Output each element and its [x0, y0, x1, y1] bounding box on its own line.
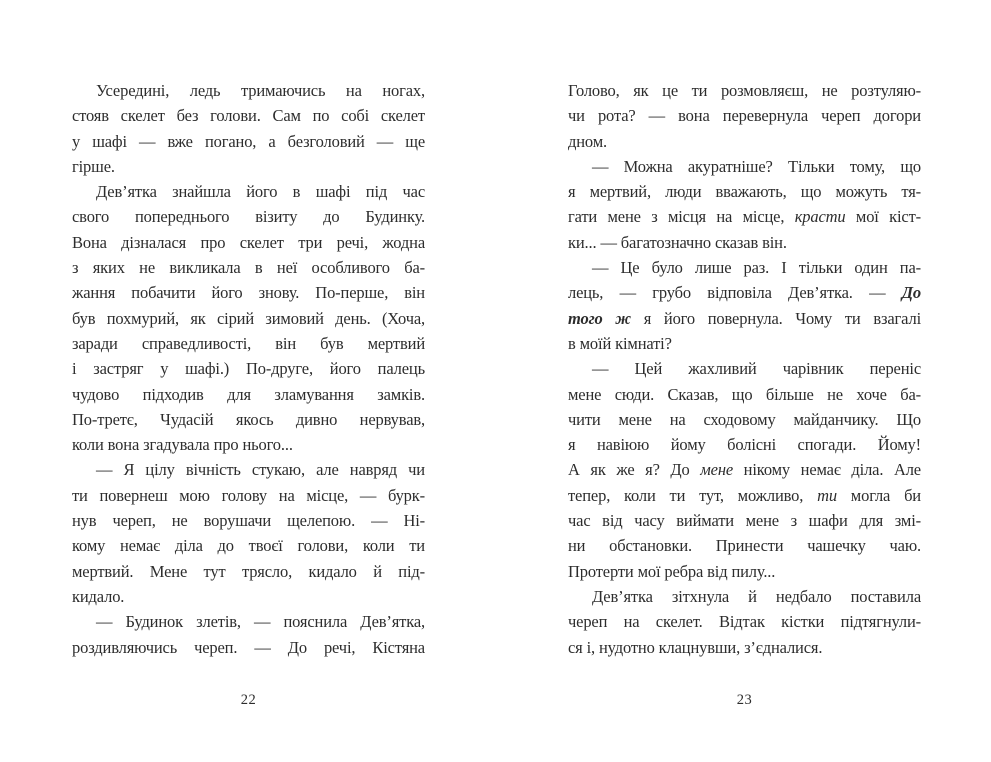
- text-segment: мої кіст-: [845, 207, 921, 227]
- text-line: [568, 508, 921, 533]
- text-segment: жання побачити його знову. По-перше, він: [72, 283, 425, 303]
- text-segment: мене: [700, 460, 734, 480]
- text-line: [72, 559, 425, 584]
- text-segment: чи рота? — вона перевернула череп догори: [568, 106, 921, 126]
- text-segment: чудово підходив для зламування замків.: [72, 384, 425, 404]
- text-line: [568, 280, 921, 305]
- text-line: [72, 103, 425, 128]
- text-segment: — Будинок злетів, — пояснила Дев’ятка,: [96, 612, 425, 632]
- text-segment: ки... — багатозначно сказав він.: [568, 232, 787, 252]
- page-right-text: [568, 78, 921, 660]
- text-segment: Голово, як це ти розмовляєш, не розтуляю-: [568, 81, 921, 100]
- text-segment: час від часу виймати мене з шафи для змі-: [568, 511, 921, 531]
- text-segment: мертвий. Мене тут трясло, кидало й під-: [72, 561, 425, 581]
- text-segment: я його повернула. Чому ти взагалі: [630, 308, 922, 328]
- text-line: [72, 584, 425, 609]
- text-segment: заради справедливості, він був мертвий: [72, 333, 425, 353]
- text-segment: чити мене на сходовому майданчику. Що: [568, 409, 921, 429]
- text-segment: До: [901, 283, 921, 303]
- text-segment: я мертвий, люди вважають, що можуть тя-: [568, 182, 921, 202]
- text-segment: лець, — грубо відповіла Дев’ятка. —: [568, 283, 902, 303]
- text-segment: свого попереднього візиту до Будинку.: [72, 207, 425, 227]
- text-segment: мене сюди. Сказав, що більше не хоче ба-: [568, 384, 921, 404]
- text-line: [568, 382, 921, 407]
- text-segment: Дев’ятка знайшла його в шафі під час: [96, 182, 425, 202]
- page-number-left: 22: [240, 692, 257, 708]
- text-line: [568, 584, 921, 609]
- text-line: [568, 457, 921, 482]
- text-line: [568, 407, 921, 432]
- text-line: [568, 255, 921, 280]
- text-line: [568, 230, 921, 255]
- text-line: [568, 129, 921, 154]
- text-segment: я навіюю йому болісні спогади. Йому!: [568, 435, 921, 455]
- text-line: [72, 78, 425, 103]
- text-line: [568, 559, 921, 584]
- text-segment: кому немає діла до твоєї голови, коли ти: [72, 536, 425, 556]
- text-line: [568, 609, 921, 634]
- text-segment: у шафі — вже погано, а безголовий — ще: [72, 131, 425, 151]
- text-line: [568, 204, 921, 229]
- text-segment: гати мене з місця на місце,: [568, 207, 795, 227]
- text-line: [72, 331, 425, 356]
- text-line: [72, 533, 425, 558]
- page-number-right: 23: [736, 692, 753, 708]
- text-line: [72, 179, 425, 204]
- text-segment: — Це було лише раз. І тільки один па-: [592, 258, 921, 278]
- text-segment: Протерти мої ребра від пилу...: [568, 561, 776, 581]
- text-segment: тепер, коли ти тут, можливо,: [568, 485, 818, 505]
- text-line: [72, 609, 425, 634]
- text-segment: гірше.: [72, 156, 115, 176]
- text-line: [568, 331, 921, 356]
- text-segment: — Я цілу вічність стукаю, але навряд чи: [96, 460, 425, 480]
- text-segment: Вона дізналася про скелет три речі, жодна: [72, 232, 425, 252]
- page-left-text: [72, 78, 425, 660]
- text-line: [568, 483, 921, 508]
- text-line: [568, 533, 921, 558]
- text-segment: коли вона згадувала про нього...: [72, 435, 293, 455]
- text-line: [568, 306, 921, 331]
- text-line: [568, 432, 921, 457]
- text-line: [72, 508, 425, 533]
- text-segment: дном.: [568, 131, 607, 151]
- text-segment: ни обстановки. Принести чашечку чаю.: [568, 536, 921, 556]
- text-line: [72, 457, 425, 482]
- text-segment: По-третє, Чудасій якось дивно нервував,: [72, 409, 425, 429]
- text-segment: нув череп, не ворушачи щелепою. — Ні-: [72, 511, 425, 531]
- text-line: [568, 179, 921, 204]
- text-segment: в моїй кімнаті?: [568, 333, 672, 353]
- text-line: [72, 382, 425, 407]
- text-segment: з яких не викликала в неї особливого ба-: [72, 258, 425, 278]
- text-segment: А як же я? До: [568, 460, 701, 480]
- text-line: [72, 129, 425, 154]
- text-line: [72, 280, 425, 305]
- text-line: [72, 230, 425, 255]
- text-line: [72, 356, 425, 381]
- text-line: [72, 407, 425, 432]
- text-segment: ти повернеш мою голову на місце, — бурк-: [72, 485, 425, 505]
- text-line: [72, 306, 425, 331]
- text-segment: ся і, нудотно клацнувши, з’єдналися.: [568, 637, 823, 657]
- text-line: [568, 635, 921, 660]
- text-segment: ти: [817, 485, 837, 505]
- text-segment: того ж: [568, 308, 631, 328]
- page-right: [496, 0, 991, 762]
- text-segment: роздивляючись череп. — До речі, Кістяна: [72, 637, 425, 657]
- text-segment: кидало.: [72, 586, 125, 606]
- page-left: [0, 0, 495, 762]
- text-line: [72, 204, 425, 229]
- text-segment: череп на скелет. Відтак кістки підтягнули-: [568, 612, 921, 632]
- text-line: [72, 255, 425, 280]
- text-segment: і застряг у шафі.) По-друге, його палець: [72, 359, 425, 379]
- text-line: [568, 78, 921, 103]
- text-segment: — Цей жахливий чарівник переніс: [592, 359, 921, 379]
- text-segment: красти: [794, 207, 846, 227]
- text-line: [72, 432, 425, 457]
- text-line: [72, 635, 425, 660]
- text-line: [568, 154, 921, 179]
- text-segment: був похмурий, як сірий зимовий день. (Хоча,: [72, 308, 425, 328]
- text-line: [568, 356, 921, 381]
- text-segment: могла би: [836, 485, 921, 505]
- text-segment: Дев’ятка зітхнула й недбало поставила: [592, 586, 921, 606]
- text-segment: — Можна акуратніше? Тільки тому, що: [592, 156, 921, 176]
- text-line: [72, 154, 425, 179]
- text-segment: стояв скелет без голови. Сам по собі скелет: [72, 106, 425, 126]
- text-line: [568, 103, 921, 128]
- text-segment: нікому немає діла. Але: [733, 460, 921, 480]
- text-line: [72, 483, 425, 508]
- text-segment: Усередині, ледь тримаючись на ногах,: [96, 81, 425, 100]
